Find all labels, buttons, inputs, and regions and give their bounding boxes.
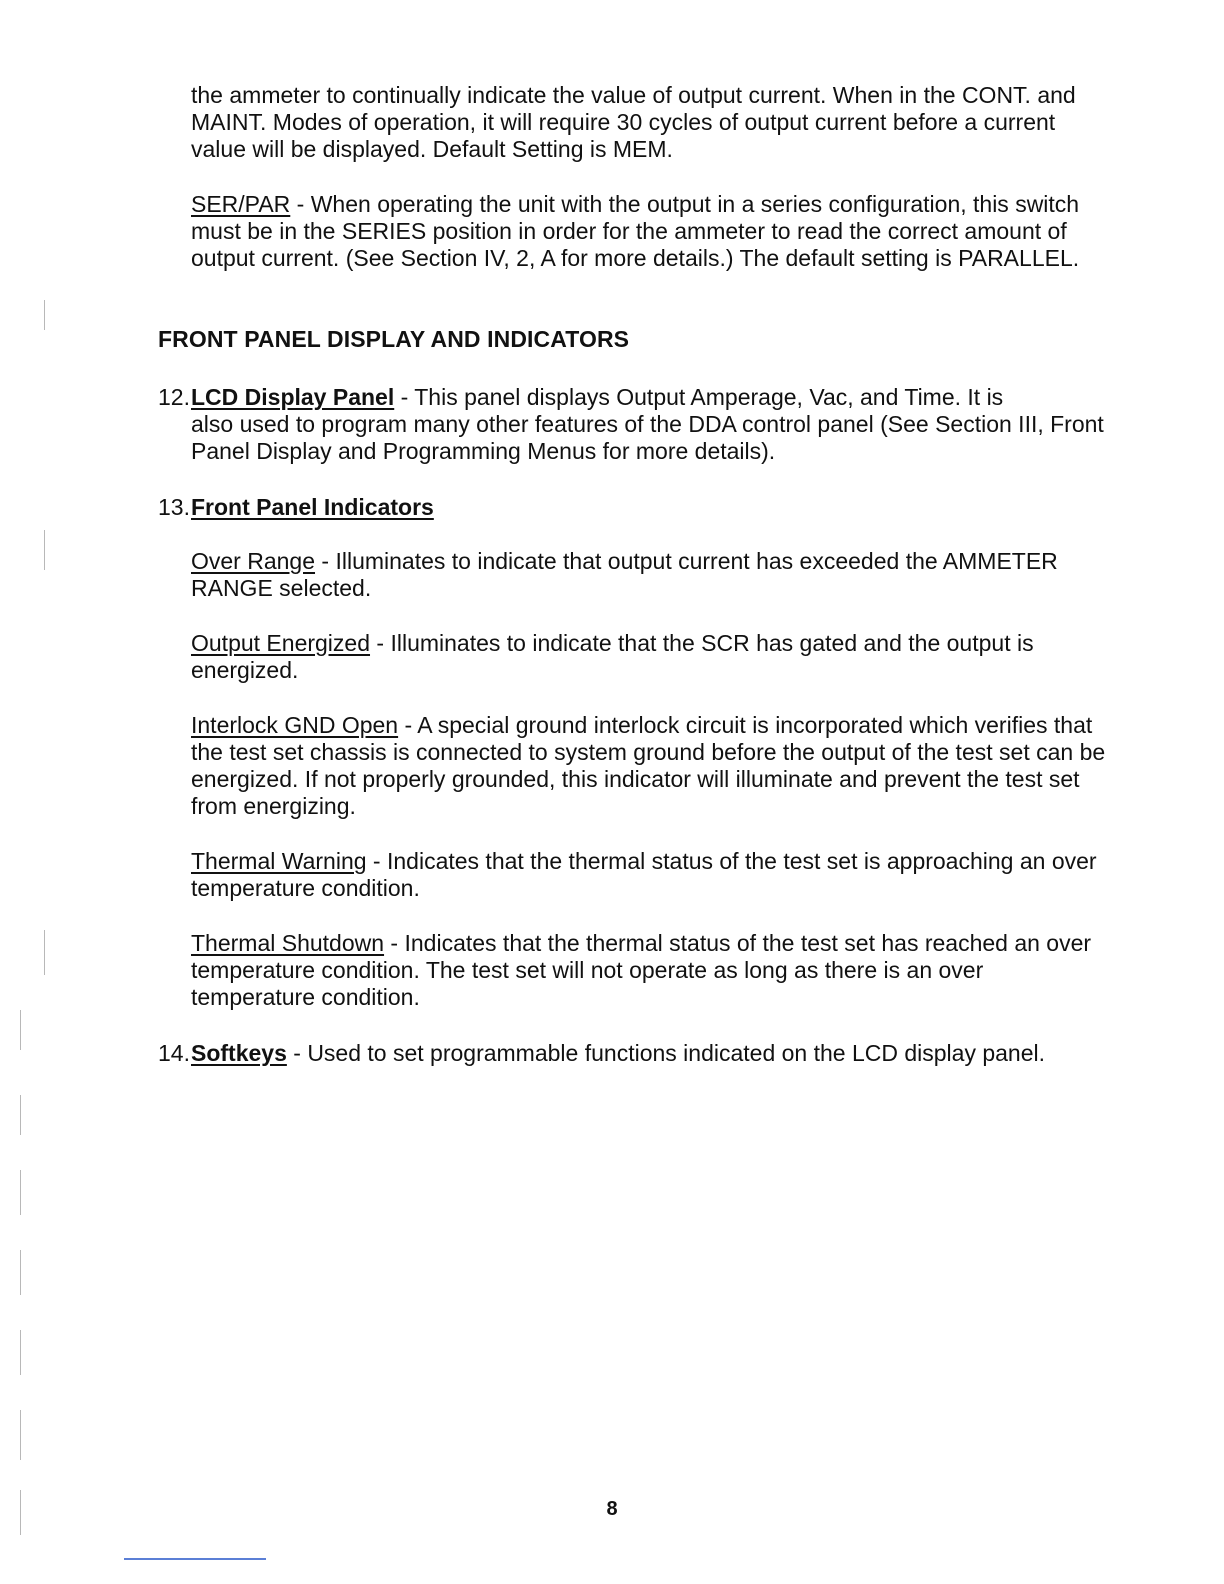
ser-par-paragraph: [191, 191, 1111, 272]
intro-text: the ammeter to continually indicate the value of output current. When in the CONT. and MAINT. Modes of operation, it will require 30 cycles of output current before a current value will be displayed. Default Setting is MEM.: [191, 82, 1076, 162]
indicator-text: - Indicates that the thermal status of the test set has reached an over temperature condition. The test set will not operate as long as there is an over temperature condition.: [191, 930, 1092, 1010]
item-14-term: Softkeys: [191, 1040, 287, 1066]
page-number: 8: [606, 1498, 618, 1520]
indicator-over-range: [191, 548, 1111, 602]
item-13-number: 13.: [158, 494, 190, 520]
indicator-thermal-warning: [191, 848, 1111, 902]
scan-artifact: [20, 1010, 21, 1050]
scan-artifact: [20, 1490, 21, 1535]
item-12-term: LCD Display Panel: [191, 384, 395, 410]
scan-artifact: [44, 300, 45, 330]
indicator-text: - Illuminates to indicate that the SCR has gated and the output is energized.: [191, 630, 1034, 683]
scan-artifact: [20, 1250, 21, 1295]
item-12: [158, 384, 1108, 465]
scan-artifact: [20, 1410, 21, 1460]
indicator-term: Thermal Shutdown: [191, 930, 385, 956]
indicator-interlock-gnd-open: [191, 712, 1111, 820]
item-14-number: 14.: [158, 1040, 190, 1066]
indicator-text: - A special ground interlock circuit is incorporated which verifies that the test set chassis is connected to system ground before the output of the test set can be energized. If not properly grounded, this indicator will illuminate and prevent the test set from energizing.: [191, 712, 1106, 819]
section-heading: FRONT PANEL DISPLAY AND INDICATORS: [158, 326, 630, 352]
item-14: [158, 1040, 1108, 1067]
indicator-text: - Indicates that the thermal status of the test set is approaching an over temperature condition.: [191, 848, 1097, 901]
intro-paragraph: [191, 82, 1111, 163]
item-12-number: 12.: [158, 384, 190, 410]
indicator-term: Over Range: [191, 548, 316, 574]
ser-par-text: - When operating the unit with the output in a series configuration, this switch must be in the SERIES position in order for the ammeter to read the correct amount of output current. (See Section IV, 2, A for more details.) The default setting is PARALLEL.: [191, 191, 1080, 271]
indicator-text: - Illuminates to indicate that output current has exceeded the AMMETER RANGE selected.: [191, 548, 1058, 601]
indicator-output-energized: [191, 630, 1111, 684]
scan-artifact: [44, 530, 45, 570]
footer-rule: [124, 1558, 266, 1560]
indicator-term: Output Energized: [191, 630, 371, 656]
item-13-term: Front Panel Indicators: [191, 494, 434, 520]
indicator-term: Thermal Warning: [191, 848, 367, 874]
item-12-text-line1: - This panel displays Output Amperage, Vac, and Time. It is: [394, 384, 1004, 410]
item-14-text: - Used to set programmable functions indicated on the LCD display panel.: [286, 1040, 1046, 1066]
indicator-thermal-shutdown: [191, 930, 1111, 1011]
scan-artifact: [44, 930, 45, 975]
item-12-text-rest: also used to program many other features of the DDA control panel (See Section III, Front Panel Display and Programming Menus for more details).: [191, 411, 1104, 464]
scan-artifact: [20, 1330, 21, 1375]
scan-artifact: [20, 1170, 21, 1215]
scan-artifact: [20, 1095, 21, 1135]
ser-par-term: SER/PAR: [191, 191, 291, 217]
indicator-term: Interlock GND Open: [191, 712, 399, 738]
item-13: [158, 494, 1108, 521]
